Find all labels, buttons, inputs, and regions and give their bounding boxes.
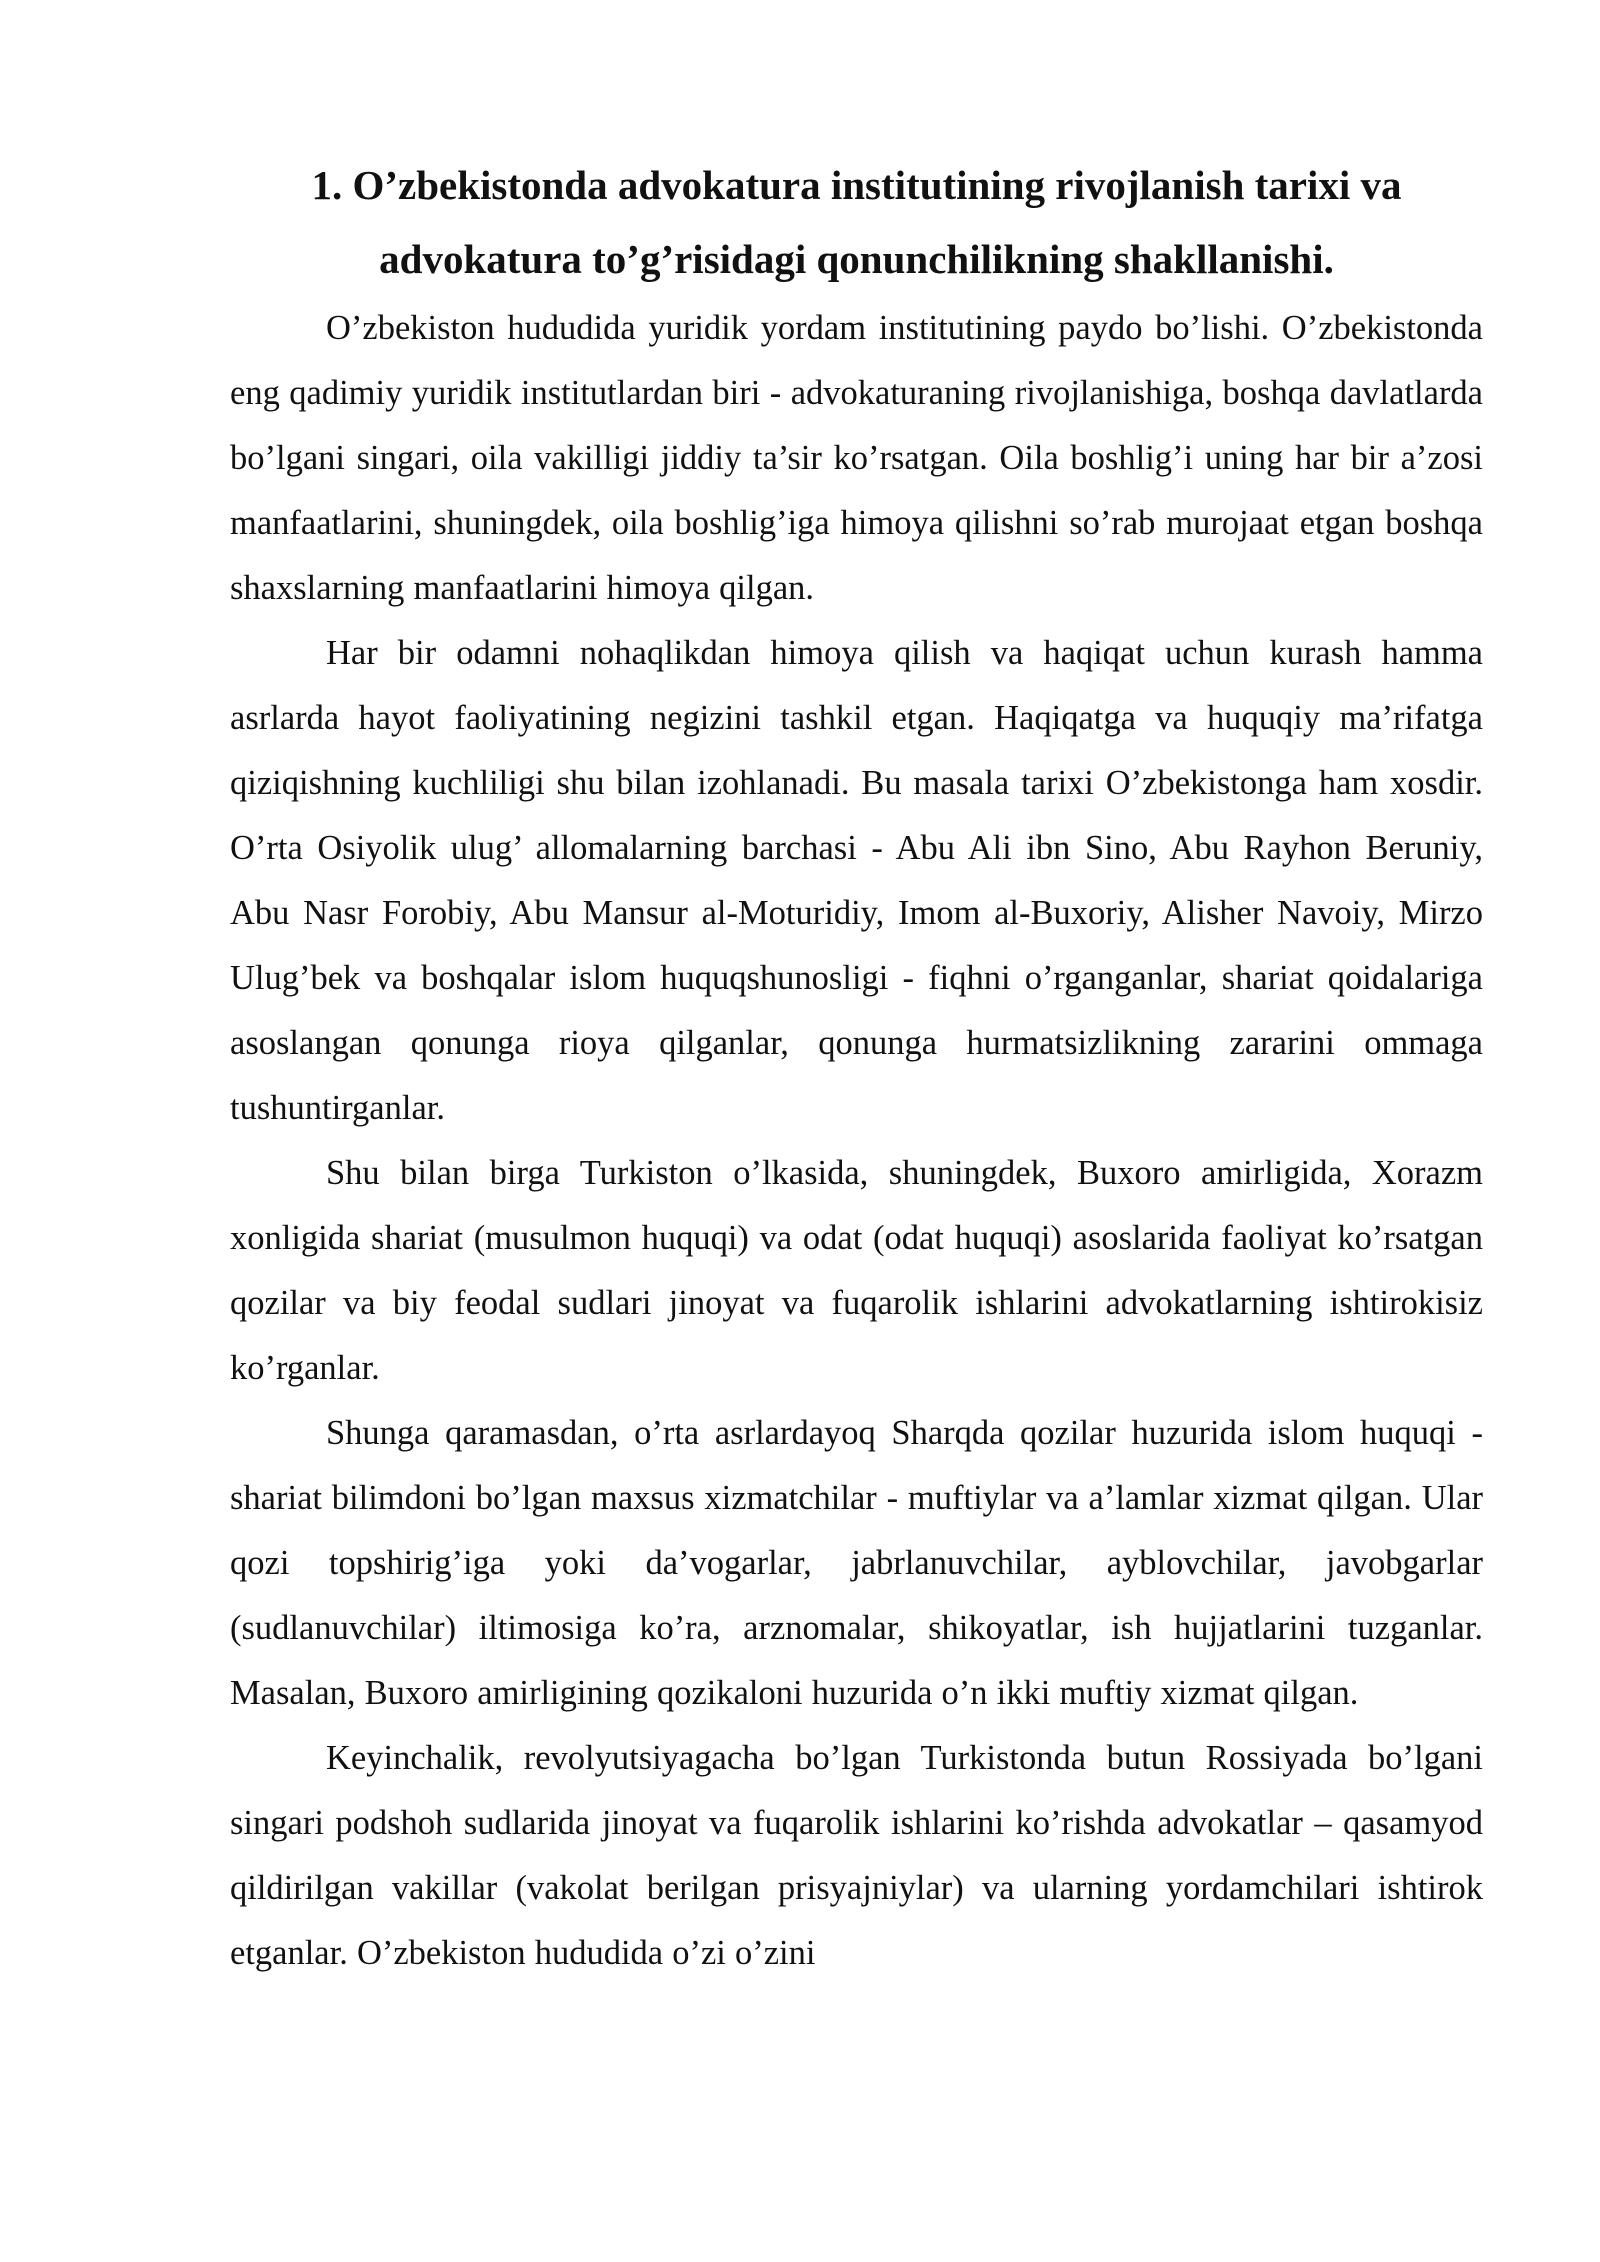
document-page	[230, 148, 1483, 1986]
paragraph-5: Keyinchalik, revolyutsiyagacha bo’lgan Turkistonda butun Rossiyada bo’lgani singari podshoh sudlarida jinoyat va fuqarolik ishlarini ko’rishda advokatlar – qasamyod qildirilgan vakillar (vakolat berilgan prisyajniylar) va ularning yordamchilari ishtirok etganlar. O’zbekiston hududida o’zi o’zini	[230, 1739, 1483, 1972]
paragraph-4: Shunga qaramasdan, o’rta asrlardayoq Sharqda qozilar huzurida islom huquqi - shariat bilimdoni bo’lgan maxsus xizmatchilar - muftiylar va a’lamlar xizmat qilgan. Ular qozi topshirig’iga yoki da’vogarlar, jabrlanuvchilar, ayblovchilar, javobgarlar (sudlanuvchilar) iltimosiga ko’ra, arznomalar, shikoyatlar, ish hujjatlarini tuzganlar. Masalan, Buxoro amirligining qozikaloni huzurida o’n ikki muftiy xizmat qilgan.	[230, 1414, 1483, 1712]
paragraph-2: Har bir odamni nohaqlikdan himoya qilish va haqiqat uchun kurash hamma asrlarda hayot faoliyatining negizini tashkil etgan. Haqiqatga va huquqiy ma’rifatga qiziqishning kuchliligi shu bilan izohlanadi. Bu masala tarixi O’zbekistonga ham xosdir. O’rta Osiyolik ulug’ allomalarning barchasi - Abu Ali ibn Sino, Abu Rayhon Beruniy, Abu Nasr Forobiy, Abu Mansur al-Moturidiy, Imom al-Buxoriy, Alisher Navoiy, Mirzo Ulug’bek va boshqalar islom huquqshunosligi - fiqhni o’rganganlar, shariat qoidalariga asoslangan qonunga rioya qilganlar, qonunga hurmatsizlikning zararini ommaga tushuntirganlar.	[230, 634, 1483, 1127]
paragraph-3: Shu bilan birga Turkiston o’lkasida, shuningdek, Buxoro amirligida, Xorazm xonligida shariat (musulmon huquqi) va odat (odat huquqi) asoslarida faoliyat ko’rsatgan qozilar va biy feodal sudlari jinoyat va fuqarolik ishlarini advokatlarning ishtirokisiz ko’rganlar.	[230, 1154, 1483, 1387]
section-heading: 1. O’zbekistonda advokatura institutining rivojlanish tarixi va advokatura to’g’risidagi qonunchilikning shakllanishi.	[311, 162, 1402, 282]
paragraph-1: O’zbekiston hududida yuridik yordam institutining paydo bo’lishi. O’zbekistonda eng qadimiy yuridik institutlardan biri - advokaturaning rivojlanishiga, boshqa davlatlarda bo’lgani singari, oila vakilligi jiddiy ta’sir ko’rsatgan. Oila boshlig’i uning har bir a’zosi manfaatlarini, shuningdek, oila boshlig’iga himoya qilishni so’rab murojaat etgan boshqa shaxslarning manfaatlarini himoya qilgan.	[230, 309, 1483, 607]
